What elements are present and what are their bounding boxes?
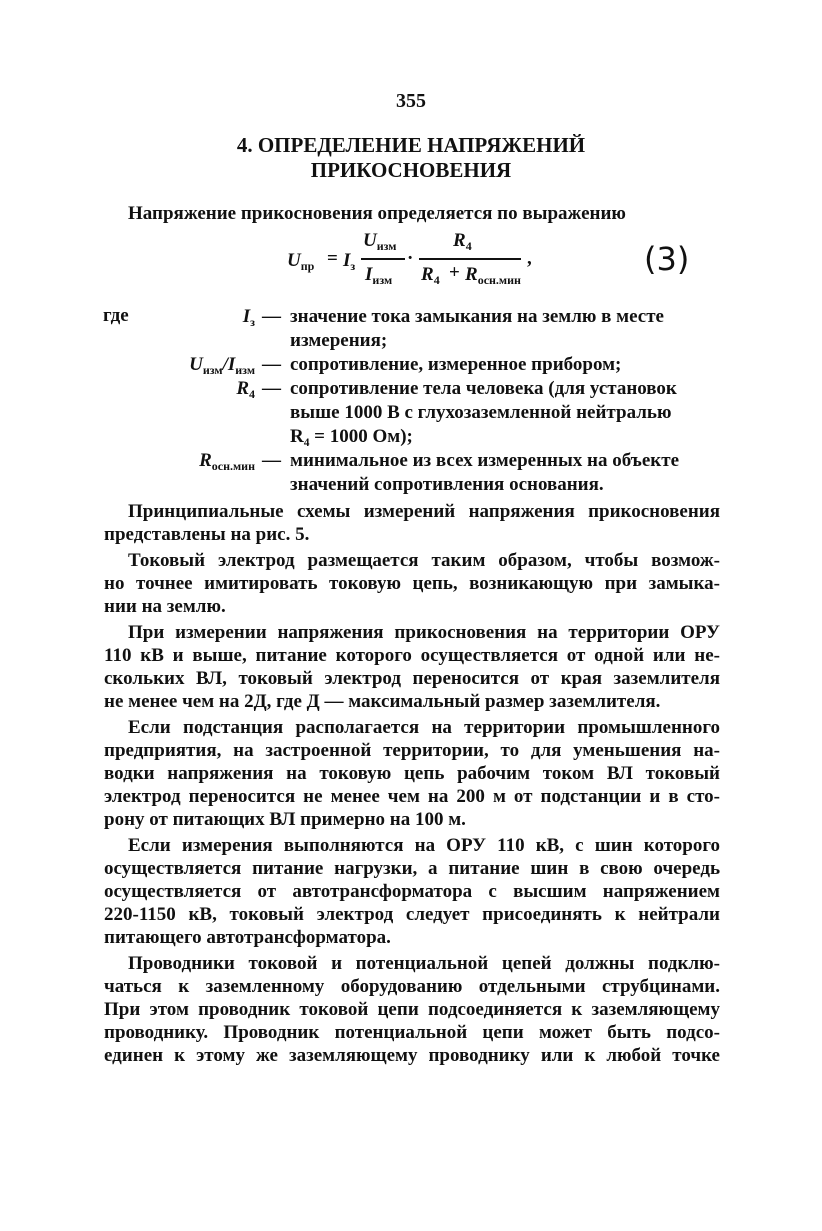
formula-lhs: $U_{пр}$	[287, 250, 315, 273]
paragraph: Токовый электрод размещается таким образом, чтобы возмож- но точнее имитировать токовую цепь, возникающую при замыка- нии на землю.	[104, 550, 720, 617]
heading-line-2: ПРИКОСНОВЕНИЯ	[310, 158, 512, 182]
page-number: 355	[396, 90, 426, 112]
definition-dash: —	[262, 450, 281, 471]
formula-num1: $U_{изм}$	[363, 230, 397, 253]
definition-symbol: $R_4$	[236, 378, 255, 401]
equation-number: (3)	[644, 240, 690, 278]
definition-dash: —	[262, 354, 281, 375]
fraction-line-2	[419, 258, 521, 260]
definition-text: сопротивление тела человека (для установок выше 1000 В с глухозаземленной нейтралью R₄ = 1000 Ом);	[290, 378, 677, 447]
definition-text: значение тока замыкания на землю в месте измерения;	[290, 306, 664, 351]
where-label: где	[103, 305, 129, 326]
definition-dash: —	[262, 306, 281, 327]
paragraph: Проводники токовой и потенциальной цепей должны подклю- чаться к заземленному оборудованию отдельными струбцинами. При этом проводник токовой цепи подсоединяется к заземляющему проводнику. Проводник потенциальной цепи может быть подсо- единен к этому же заземляющему проводнику или к любой точке	[104, 953, 720, 1066]
formula	[287, 228, 547, 292]
body-text	[104, 500, 720, 1070]
section-heading	[0, 133, 822, 183]
paragraph: Если подстанция располагается на территории промышленного предприятия, на застроенной территории, то для уменьшения на- водки напряжения на токовую цепь рабочим током ВЛ токовый электрод переносится не менее чем на 200 м от подстанции и в сто- рону от питающих ВЛ примерно на 100 м.	[104, 717, 720, 830]
formula-eq: =	[327, 248, 338, 269]
paragraph: При измерении напряжения прикосновения на территории ОРУ 110 кВ и выше, питание которого осуществляется от одной или не- скольких ВЛ, токовый электрод переносится от края заземлителя не менее чем на 2Д, где Д — максимальный размер заземлителя.	[104, 622, 720, 712]
formula-den1: $I_{изм}$	[365, 264, 393, 287]
formula-plus: +	[449, 262, 460, 283]
formula-i: $I_з$	[343, 250, 356, 273]
formula-den2a: $R_4$	[421, 264, 440, 287]
definition-text: минимальное из всех измеренных на объекте значений сопротивления основания.	[290, 450, 680, 495]
fraction-line-1	[361, 258, 405, 260]
formula-num2: $R_4$	[453, 230, 472, 253]
formula-dot: ·	[407, 248, 414, 269]
paragraph: Если измерения выполняются на ОРУ 110 кВ, с шин которого осуществляется питание нагрузки, а питание шин в свою очередь осуществляется от автотрансформатора с высшим напряжением 220-1150 кВ, токовый электрод следует присоединять к нейтрали питающего автотрансформатора.	[104, 835, 720, 948]
paragraph: Принципиальные схемы измерений напряжения прикосновения представлены на рис. 5.	[104, 501, 720, 545]
definition-symbol: $U_{изм}/I_{изм}$	[189, 354, 255, 377]
formula-den2b: $R_{осн.мин}$	[465, 264, 521, 287]
definition-text: сопротивление, измеренное прибором;	[290, 354, 622, 375]
intro-text: Напряжение прикосновения определяется по выражению	[128, 203, 626, 224]
definition-dash: —	[262, 378, 281, 399]
definition-symbol: $I_з$	[242, 306, 255, 329]
definition-symbol: $R_{осн.мин}$	[199, 450, 255, 473]
heading-line-1: 4. ОПРЕДЕЛЕНИЕ НАПРЯЖЕНИЙ	[236, 133, 586, 157]
formula-comma: ,	[527, 248, 532, 269]
